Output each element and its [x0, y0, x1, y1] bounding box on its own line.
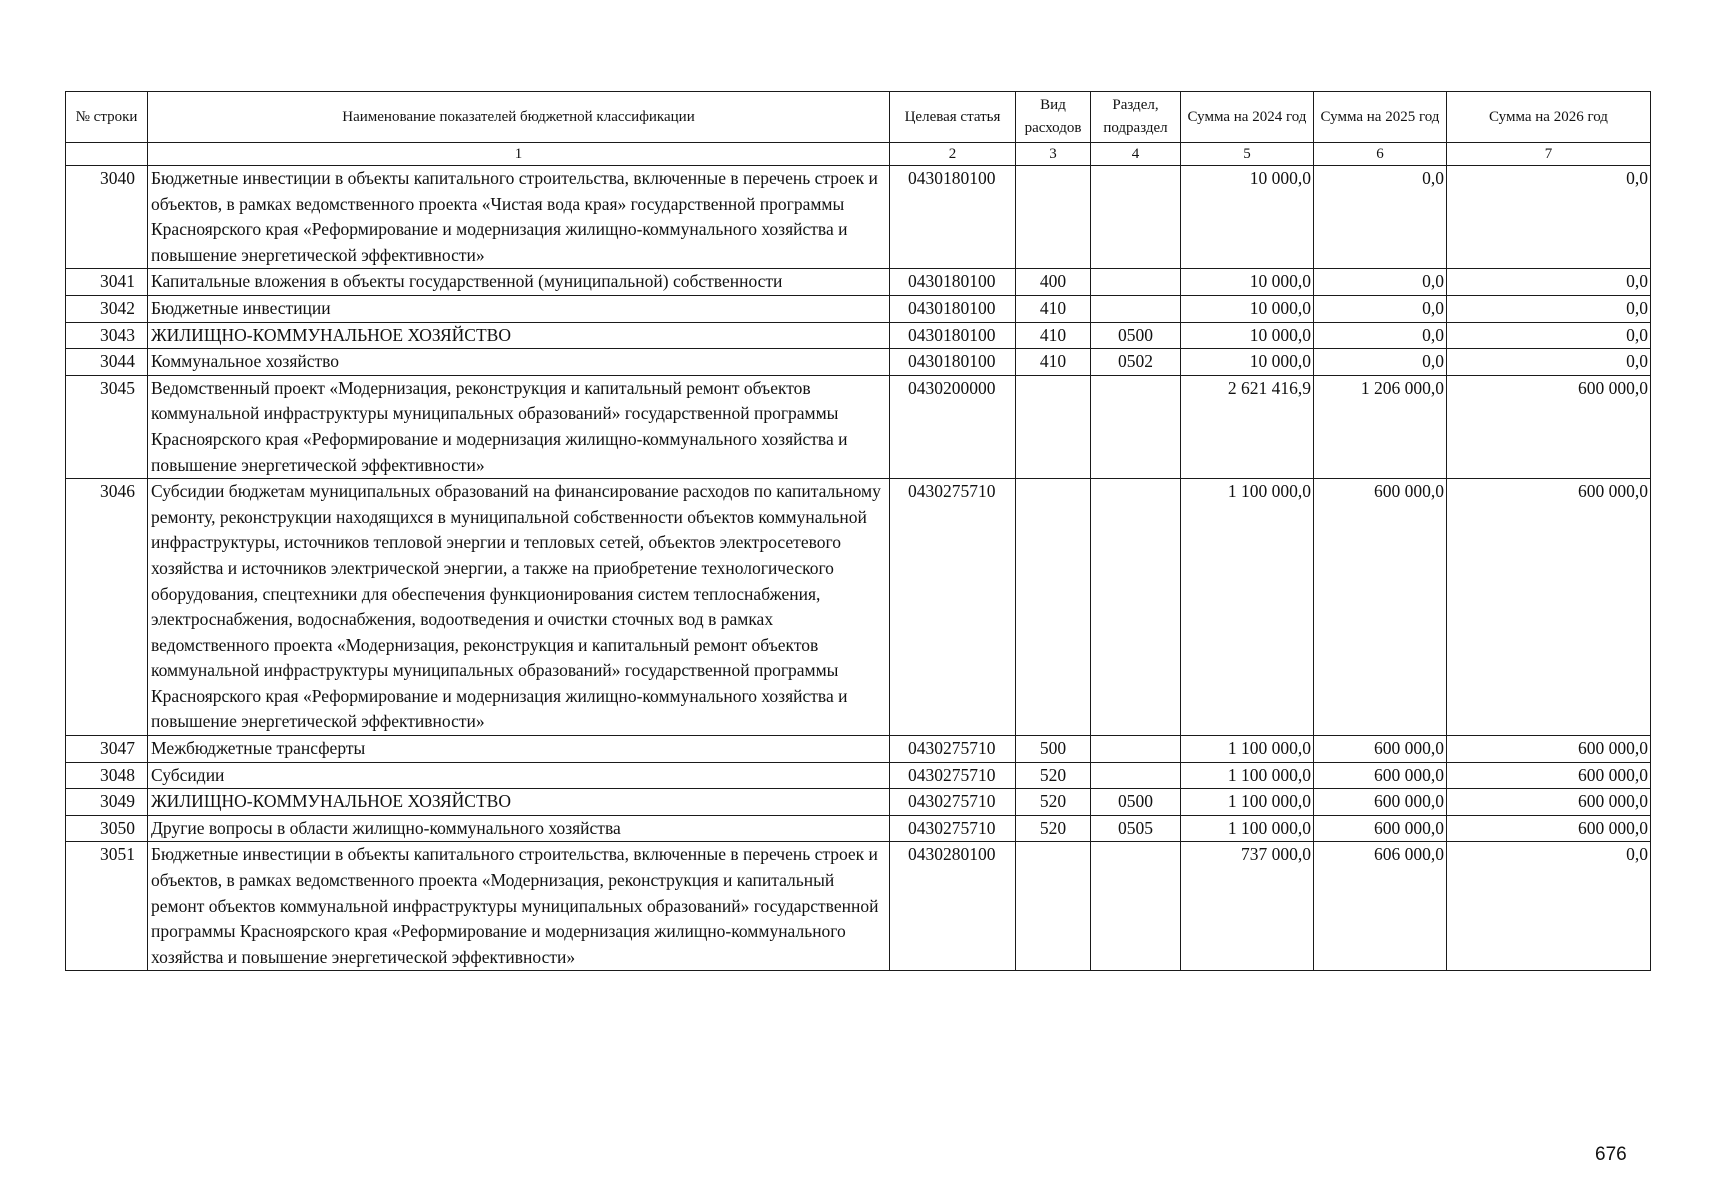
row-number: 3042 — [66, 295, 148, 322]
row-number: 3043 — [66, 322, 148, 349]
column-number: 2 — [890, 143, 1016, 166]
row-section: 0505 — [1091, 815, 1181, 842]
row-expense-type: 410 — [1016, 295, 1091, 322]
column-number-blank — [66, 143, 148, 166]
row-name: Бюджетные инвестиции — [148, 295, 890, 322]
table-row — [66, 789, 1651, 816]
row-sum-2024: 2 621 416,9 — [1181, 375, 1314, 478]
header-row-no: № строки — [66, 92, 148, 143]
column-number: 4 — [1091, 143, 1181, 166]
row-sum-2024: 737 000,0 — [1181, 842, 1314, 971]
row-sum-2025: 600 000,0 — [1314, 789, 1447, 816]
table-row — [66, 815, 1651, 842]
header-expense-type: Вид расходов — [1016, 92, 1091, 143]
header-name: Наименование показателей бюджетной классификации — [148, 92, 890, 143]
row-number: 3050 — [66, 815, 148, 842]
row-target-code: 0430275710 — [890, 762, 1016, 789]
row-sum-2024: 1 100 000,0 — [1181, 789, 1314, 816]
row-sum-2024: 10 000,0 — [1181, 349, 1314, 376]
table-row — [66, 349, 1651, 376]
row-sum-2024: 1 100 000,0 — [1181, 736, 1314, 763]
column-number: 6 — [1314, 143, 1447, 166]
row-sum-2026: 600 000,0 — [1447, 815, 1651, 842]
row-sum-2026: 600 000,0 — [1447, 789, 1651, 816]
row-sum-2026: 0,0 — [1447, 322, 1651, 349]
row-sum-2025: 0,0 — [1314, 166, 1447, 269]
column-number: 1 — [148, 143, 890, 166]
row-section — [1091, 375, 1181, 478]
row-sum-2025: 606 000,0 — [1314, 842, 1447, 971]
row-sum-2024: 10 000,0 — [1181, 295, 1314, 322]
page-number: 676 — [1595, 1144, 1627, 1165]
header-target: Целевая статья — [890, 92, 1016, 143]
row-section: 0500 — [1091, 322, 1181, 349]
row-sum-2024: 10 000,0 — [1181, 166, 1314, 269]
row-name: Субсидии бюджетам муниципальных образований на финансирование расходов по капитальному ремонту, реконструкции находящихся в муниципальной собственности объектов коммунальной инфраструктуры, источников тепловой энергии и тепловых сетей, объектов электросетевого хозяйства и источников электрической энергии, а также на приобретение технологического оборудования, спецтехники для обеспечения функционирования систем теплоснабжения, электроснабжения, водоснабжения, водоотведения и очистки сточных вод в рамках ведомственного проекта «Модернизация, реконструкция и капитальный ремонт объектов коммунальной инфраструктуры муниципальных образований» государственной программы Красноярского края «Реформирование и модернизация жилищно-коммунального хозяйства и повышение энергетической эффективности» — [148, 479, 890, 736]
row-target-code: 0430180100 — [890, 349, 1016, 376]
row-sum-2025: 600 000,0 — [1314, 762, 1447, 789]
table-row — [66, 322, 1651, 349]
row-sum-2026: 600 000,0 — [1447, 479, 1651, 736]
header-sum-2025: Сумма на 2025 год — [1314, 92, 1447, 143]
row-sum-2026: 0,0 — [1447, 349, 1651, 376]
row-target-code: 0430275710 — [890, 815, 1016, 842]
row-target-code: 0430180100 — [890, 166, 1016, 269]
table-row — [66, 269, 1651, 296]
row-sum-2026: 600 000,0 — [1447, 762, 1651, 789]
row-number: 3047 — [66, 736, 148, 763]
row-name: ЖИЛИЩНО-КОММУНАЛЬНОЕ ХОЗЯЙСТВО — [148, 789, 890, 816]
row-expense-type: 520 — [1016, 789, 1091, 816]
table-body — [66, 166, 1651, 971]
row-section: 0502 — [1091, 349, 1181, 376]
row-target-code: 0430275710 — [890, 479, 1016, 736]
row-expense-type: 520 — [1016, 762, 1091, 789]
row-sum-2024: 1 100 000,0 — [1181, 479, 1314, 736]
row-target-code: 0430275710 — [890, 789, 1016, 816]
row-sum-2026: 600 000,0 — [1447, 375, 1651, 478]
row-expense-type — [1016, 842, 1091, 971]
row-sum-2025: 0,0 — [1314, 269, 1447, 296]
row-name: Межбюджетные трансферты — [148, 736, 890, 763]
row-name: Субсидии — [148, 762, 890, 789]
row-number: 3049 — [66, 789, 148, 816]
column-number: 3 — [1016, 143, 1091, 166]
row-name: Бюджетные инвестиции в объекты капитального строительства, включенные в перечень строек и объектов, в рамках ведомственного проекта «Модернизация, реконструкция и капитальный ремонт объектов коммунальной инфраструктуры муниципальных образований» государственной программы Красноярского края «Реформирование и модернизация жилищно-коммунального хозяйства и повышение энергетической эффективности» — [148, 842, 890, 971]
row-expense-type: 500 — [1016, 736, 1091, 763]
row-sum-2026: 0,0 — [1447, 269, 1651, 296]
row-expense-type: 400 — [1016, 269, 1091, 296]
row-section — [1091, 479, 1181, 736]
row-name: Ведомственный проект «Модернизация, реконструкция и капитальный ремонт объектов коммунальной инфраструктуры муниципальных образований» государственной программы Красноярского края «Реформирование и модернизация жилищно-коммунального хозяйства и повышение энергетической эффективности» — [148, 375, 890, 478]
table-row — [66, 479, 1651, 736]
row-number: 3044 — [66, 349, 148, 376]
row-number: 3046 — [66, 479, 148, 736]
row-section — [1091, 269, 1181, 296]
table-row — [66, 166, 1651, 269]
column-number-row — [66, 143, 1651, 166]
row-section — [1091, 166, 1181, 269]
row-name: Бюджетные инвестиции в объекты капитального строительства, включенные в перечень строек и объектов, в рамках ведомственного проекта «Чистая вода края» государственной программы Красноярского края «Реформирование и модернизация жилищно-коммунального хозяйства и повышение энергетической эффективности» — [148, 166, 890, 269]
row-expense-type: 520 — [1016, 815, 1091, 842]
row-sum-2025: 0,0 — [1314, 295, 1447, 322]
row-name: Коммунальное хозяйство — [148, 349, 890, 376]
row-target-code: 0430180100 — [890, 322, 1016, 349]
row-number: 3048 — [66, 762, 148, 789]
row-sum-2026: 0,0 — [1447, 842, 1651, 971]
row-target-code: 0430200000 — [890, 375, 1016, 478]
row-sum-2024: 10 000,0 — [1181, 322, 1314, 349]
table-row — [66, 842, 1651, 971]
row-number: 3041 — [66, 269, 148, 296]
row-number: 3040 — [66, 166, 148, 269]
header-section: Раздел, подраздел — [1091, 92, 1181, 143]
header-sum-2026: Сумма на 2026 год — [1447, 92, 1651, 143]
row-sum-2025: 0,0 — [1314, 322, 1447, 349]
table-row — [66, 762, 1651, 789]
row-target-code: 0430275710 — [890, 736, 1016, 763]
row-expense-type — [1016, 166, 1091, 269]
row-number: 3045 — [66, 375, 148, 478]
column-number: 7 — [1447, 143, 1651, 166]
row-section — [1091, 762, 1181, 789]
row-target-code: 0430180100 — [890, 269, 1016, 296]
row-sum-2024: 10 000,0 — [1181, 269, 1314, 296]
row-sum-2025: 1 206 000,0 — [1314, 375, 1447, 478]
header-row — [66, 92, 1651, 143]
row-sum-2025: 600 000,0 — [1314, 736, 1447, 763]
row-target-code: 0430280100 — [890, 842, 1016, 971]
table-row — [66, 736, 1651, 763]
row-sum-2024: 1 100 000,0 — [1181, 815, 1314, 842]
row-sum-2025: 600 000,0 — [1314, 479, 1447, 736]
row-section — [1091, 842, 1181, 971]
row-expense-type: 410 — [1016, 349, 1091, 376]
row-section: 0500 — [1091, 789, 1181, 816]
row-number: 3051 — [66, 842, 148, 971]
row-sum-2024: 1 100 000,0 — [1181, 762, 1314, 789]
row-expense-type — [1016, 479, 1091, 736]
row-sum-2026: 0,0 — [1447, 295, 1651, 322]
table-row — [66, 295, 1651, 322]
row-expense-type: 410 — [1016, 322, 1091, 349]
row-name: Другие вопросы в области жилищно-коммунального хозяйства — [148, 815, 890, 842]
column-number: 5 — [1181, 143, 1314, 166]
row-name: ЖИЛИЩНО-КОММУНАЛЬНОЕ ХОЗЯЙСТВО — [148, 322, 890, 349]
row-name: Капитальные вложения в объекты государственной (муниципальной) собственности — [148, 269, 890, 296]
row-sum-2025: 600 000,0 — [1314, 815, 1447, 842]
table-row — [66, 375, 1651, 478]
row-sum-2026: 600 000,0 — [1447, 736, 1651, 763]
row-target-code: 0430180100 — [890, 295, 1016, 322]
budget-table — [65, 91, 1651, 971]
row-sum-2025: 0,0 — [1314, 349, 1447, 376]
row-expense-type — [1016, 375, 1091, 478]
header-sum-2024: Сумма на 2024 год — [1181, 92, 1314, 143]
row-section — [1091, 295, 1181, 322]
row-sum-2026: 0,0 — [1447, 166, 1651, 269]
row-section — [1091, 736, 1181, 763]
